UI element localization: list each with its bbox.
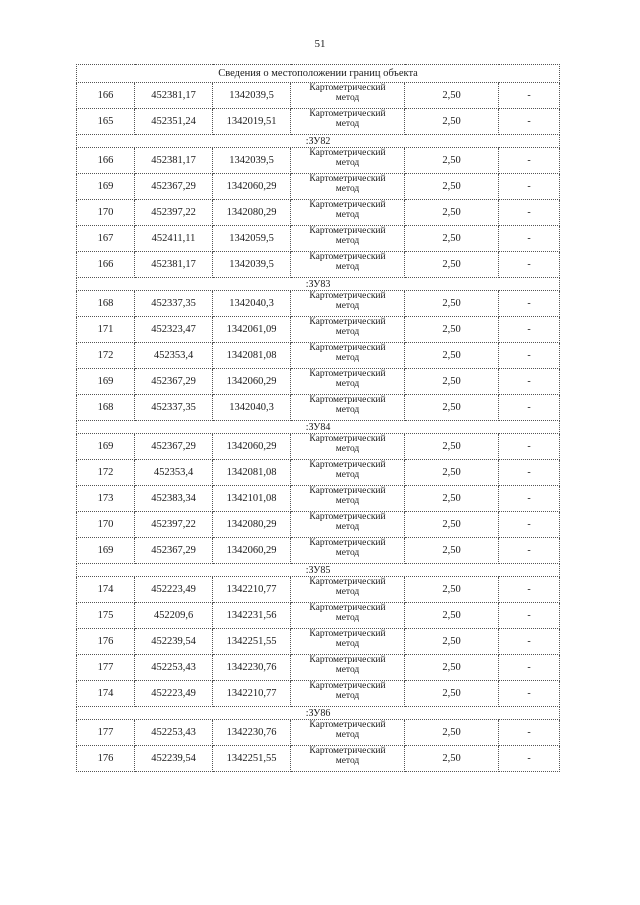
x-coordinate-cell: 452239,54 xyxy=(135,629,213,655)
method-line-1: Картометрический xyxy=(309,460,386,470)
note-cell: - xyxy=(499,343,560,369)
point-number-cell: 169 xyxy=(77,434,135,460)
x-coordinate-cell: 452353,4 xyxy=(135,343,213,369)
table-row xyxy=(77,603,560,629)
note-cell: - xyxy=(499,629,560,655)
note-cell: - xyxy=(499,460,560,486)
table-row xyxy=(77,252,560,278)
point-number-cell: 167 xyxy=(77,226,135,252)
point-number-cell: 166 xyxy=(77,252,135,278)
point-number-cell: 172 xyxy=(77,460,135,486)
accuracy-cell: 2,50 xyxy=(405,252,499,278)
table-title: Сведения о местоположении границ объекта xyxy=(77,65,560,83)
table-row xyxy=(77,460,560,486)
method-cell xyxy=(291,109,405,135)
method-cell xyxy=(291,226,405,252)
section-header-row xyxy=(77,278,560,291)
method-cell xyxy=(291,720,405,746)
table-row xyxy=(77,486,560,512)
x-coordinate-cell: 452381,17 xyxy=(135,252,213,278)
note-cell: - xyxy=(499,317,560,343)
table-row xyxy=(77,148,560,174)
table-row xyxy=(77,395,560,421)
note-cell: - xyxy=(499,538,560,564)
x-coordinate-cell: 452353,4 xyxy=(135,460,213,486)
method-line-1: Картометрический xyxy=(309,655,386,665)
x-coordinate-cell: 452337,35 xyxy=(135,395,213,421)
y-coordinate-cell: 1342060,29 xyxy=(213,369,291,395)
section-label: :ЗУ86 xyxy=(77,707,560,720)
table-row xyxy=(77,434,560,460)
note-cell: - xyxy=(499,252,560,278)
method-line-2: метод xyxy=(335,184,360,194)
x-coordinate-cell: 452367,29 xyxy=(135,174,213,200)
table-row xyxy=(77,174,560,200)
section-header-row xyxy=(77,564,560,577)
method-cell xyxy=(291,746,405,772)
note-cell: - xyxy=(499,369,560,395)
point-number-cell: 168 xyxy=(77,395,135,421)
note-cell: - xyxy=(499,720,560,746)
note-cell: - xyxy=(499,83,560,109)
accuracy-cell: 2,50 xyxy=(405,291,499,317)
method-line-1: Картометрический xyxy=(309,603,386,613)
point-number-cell: 169 xyxy=(77,369,135,395)
method-line-1: Картометрический xyxy=(309,317,386,327)
y-coordinate-cell: 1342061,09 xyxy=(213,317,291,343)
x-coordinate-cell: 452239,54 xyxy=(135,746,213,772)
note-cell: - xyxy=(499,174,560,200)
table-body xyxy=(77,65,560,772)
method-line-2: метод xyxy=(335,379,360,389)
method-line-1: Картометрический xyxy=(309,83,386,93)
method-cell xyxy=(291,317,405,343)
y-coordinate-cell: 1342081,08 xyxy=(213,460,291,486)
accuracy-cell: 2,50 xyxy=(405,629,499,655)
note-cell: - xyxy=(499,681,560,707)
y-coordinate-cell: 1342101,08 xyxy=(213,486,291,512)
table-row xyxy=(77,681,560,707)
y-coordinate-cell: 1342039,5 xyxy=(213,148,291,174)
x-coordinate-cell: 452397,22 xyxy=(135,512,213,538)
table-row xyxy=(77,369,560,395)
accuracy-cell: 2,50 xyxy=(405,343,499,369)
method-cell xyxy=(291,538,405,564)
method-line-2: метод xyxy=(335,730,360,740)
method-cell xyxy=(291,655,405,681)
point-number-cell: 173 xyxy=(77,486,135,512)
method-line-2: метод xyxy=(335,327,360,337)
note-cell: - xyxy=(499,655,560,681)
method-line-2: метод xyxy=(335,691,360,701)
table-row xyxy=(77,291,560,317)
point-number-cell: 166 xyxy=(77,148,135,174)
method-cell xyxy=(291,148,405,174)
point-number-cell: 174 xyxy=(77,577,135,603)
method-line-2: метод xyxy=(335,158,360,168)
point-number-cell: 174 xyxy=(77,681,135,707)
y-coordinate-cell: 1342230,76 xyxy=(213,720,291,746)
accuracy-cell: 2,50 xyxy=(405,148,499,174)
method-cell xyxy=(291,83,405,109)
method-line-2: метод xyxy=(335,93,360,103)
point-number-cell: 171 xyxy=(77,317,135,343)
point-number-cell: 177 xyxy=(77,655,135,681)
method-cell xyxy=(291,174,405,200)
y-coordinate-cell: 1342060,29 xyxy=(213,434,291,460)
point-number-cell: 165 xyxy=(77,109,135,135)
method-cell xyxy=(291,200,405,226)
method-line-1: Картометрический xyxy=(309,720,386,730)
method-line-1: Картометрический xyxy=(309,434,386,444)
note-cell: - xyxy=(499,512,560,538)
y-coordinate-cell: 1342039,5 xyxy=(213,83,291,109)
y-coordinate-cell: 1342210,77 xyxy=(213,681,291,707)
method-line-1: Картометрический xyxy=(309,174,386,184)
method-line-1: Картометрический xyxy=(309,538,386,548)
method-line-1: Картометрический xyxy=(309,577,386,587)
y-coordinate-cell: 1342040,3 xyxy=(213,291,291,317)
note-cell: - xyxy=(499,226,560,252)
accuracy-cell: 2,50 xyxy=(405,577,499,603)
method-line-2: метод xyxy=(335,353,360,363)
note-cell: - xyxy=(499,603,560,629)
point-number-cell: 172 xyxy=(77,343,135,369)
method-cell xyxy=(291,434,405,460)
method-line-2: метод xyxy=(335,262,360,272)
y-coordinate-cell: 1342231,56 xyxy=(213,603,291,629)
note-cell: - xyxy=(499,148,560,174)
method-line-2: метод xyxy=(335,639,360,649)
method-line-1: Картометрический xyxy=(309,629,386,639)
x-coordinate-cell: 452209,6 xyxy=(135,603,213,629)
table-row xyxy=(77,226,560,252)
method-line-1: Картометрический xyxy=(309,369,386,379)
method-line-2: метод xyxy=(335,301,360,311)
method-line-2: метод xyxy=(335,613,360,623)
method-cell xyxy=(291,603,405,629)
accuracy-cell: 2,50 xyxy=(405,174,499,200)
method-line-1: Картометрический xyxy=(309,681,386,691)
method-cell xyxy=(291,343,405,369)
section-header-row xyxy=(77,135,560,148)
method-line-2: метод xyxy=(335,548,360,558)
method-line-2: метод xyxy=(335,496,360,506)
y-coordinate-cell: 1342080,29 xyxy=(213,200,291,226)
method-cell xyxy=(291,577,405,603)
x-coordinate-cell: 452223,49 xyxy=(135,577,213,603)
method-cell xyxy=(291,512,405,538)
section-header-row xyxy=(77,421,560,434)
accuracy-cell: 2,50 xyxy=(405,369,499,395)
note-cell: - xyxy=(499,395,560,421)
table-row xyxy=(77,577,560,603)
section-label: :ЗУ83 xyxy=(77,278,560,291)
x-coordinate-cell: 452323,47 xyxy=(135,317,213,343)
point-number-cell: 169 xyxy=(77,174,135,200)
x-coordinate-cell: 452253,43 xyxy=(135,720,213,746)
accuracy-cell: 2,50 xyxy=(405,720,499,746)
note-cell: - xyxy=(499,109,560,135)
method-line-2: метод xyxy=(335,522,360,532)
method-line-1: Картометрический xyxy=(309,252,386,262)
method-line-2: метод xyxy=(335,236,360,246)
accuracy-cell: 2,50 xyxy=(405,681,499,707)
table-row xyxy=(77,83,560,109)
method-line-1: Картометрический xyxy=(309,486,386,496)
point-number-cell: 166 xyxy=(77,83,135,109)
point-number-cell: 169 xyxy=(77,538,135,564)
page-number: 51 xyxy=(314,38,326,50)
accuracy-cell: 2,50 xyxy=(405,83,499,109)
method-line-2: метод xyxy=(335,665,360,675)
accuracy-cell: 2,50 xyxy=(405,317,499,343)
table-row xyxy=(77,746,560,772)
method-line-2: метод xyxy=(335,444,360,454)
x-coordinate-cell: 452337,35 xyxy=(135,291,213,317)
y-coordinate-cell: 1342040,3 xyxy=(213,395,291,421)
method-line-2: метод xyxy=(335,119,360,129)
table-title-row xyxy=(77,65,560,83)
y-coordinate-cell: 1342230,76 xyxy=(213,655,291,681)
table-row xyxy=(77,655,560,681)
table-row xyxy=(77,720,560,746)
table-row xyxy=(77,512,560,538)
y-coordinate-cell: 1342039,5 xyxy=(213,252,291,278)
section-label: :ЗУ82 xyxy=(77,135,560,148)
accuracy-cell: 2,50 xyxy=(405,109,499,135)
x-coordinate-cell: 452367,29 xyxy=(135,369,213,395)
accuracy-cell: 2,50 xyxy=(405,395,499,421)
accuracy-cell: 2,50 xyxy=(405,200,499,226)
x-coordinate-cell: 452223,49 xyxy=(135,681,213,707)
y-coordinate-cell: 1342060,29 xyxy=(213,538,291,564)
accuracy-cell: 2,50 xyxy=(405,603,499,629)
point-number-cell: 168 xyxy=(77,291,135,317)
accuracy-cell: 2,50 xyxy=(405,538,499,564)
accuracy-cell: 2,50 xyxy=(405,434,499,460)
method-cell xyxy=(291,681,405,707)
method-cell xyxy=(291,460,405,486)
x-coordinate-cell: 452411,11 xyxy=(135,226,213,252)
y-coordinate-cell: 1342080,29 xyxy=(213,512,291,538)
y-coordinate-cell: 1342059,5 xyxy=(213,226,291,252)
y-coordinate-cell: 1342251,55 xyxy=(213,629,291,655)
point-number-cell: 176 xyxy=(77,746,135,772)
point-number-cell: 175 xyxy=(77,603,135,629)
boundary-coordinates-table xyxy=(76,64,560,772)
note-cell: - xyxy=(499,434,560,460)
method-line-2: метод xyxy=(335,587,360,597)
method-line-1: Картометрический xyxy=(309,291,386,301)
y-coordinate-cell: 1342251,55 xyxy=(213,746,291,772)
note-cell: - xyxy=(499,291,560,317)
method-line-1: Картометрический xyxy=(309,226,386,236)
y-coordinate-cell: 1342081,08 xyxy=(213,343,291,369)
method-line-1: Картометрический xyxy=(309,200,386,210)
method-line-1: Картометрический xyxy=(309,148,386,158)
method-cell xyxy=(291,291,405,317)
y-coordinate-cell: 1342060,29 xyxy=(213,174,291,200)
method-line-2: метод xyxy=(335,756,360,766)
note-cell: - xyxy=(499,577,560,603)
y-coordinate-cell: 1342019,51 xyxy=(213,109,291,135)
x-coordinate-cell: 452383,34 xyxy=(135,486,213,512)
method-cell xyxy=(291,629,405,655)
accuracy-cell: 2,50 xyxy=(405,460,499,486)
section-label: :ЗУ84 xyxy=(77,421,560,434)
y-coordinate-cell: 1342210,77 xyxy=(213,577,291,603)
note-cell: - xyxy=(499,486,560,512)
table-row xyxy=(77,200,560,226)
method-cell xyxy=(291,486,405,512)
x-coordinate-cell: 452381,17 xyxy=(135,148,213,174)
accuracy-cell: 2,50 xyxy=(405,655,499,681)
point-number-cell: 177 xyxy=(77,720,135,746)
section-label: :ЗУ85 xyxy=(77,564,560,577)
x-coordinate-cell: 452351,24 xyxy=(135,109,213,135)
accuracy-cell: 2,50 xyxy=(405,746,499,772)
table-row xyxy=(77,343,560,369)
method-cell xyxy=(291,252,405,278)
point-number-cell: 176 xyxy=(77,629,135,655)
table-row xyxy=(77,538,560,564)
method-line-2: метод xyxy=(335,405,360,415)
method-line-1: Картометрический xyxy=(309,343,386,353)
table-row xyxy=(77,317,560,343)
method-line-1: Картометрический xyxy=(309,109,386,119)
method-line-2: метод xyxy=(335,210,360,220)
method-line-1: Картометрический xyxy=(309,512,386,522)
accuracy-cell: 2,50 xyxy=(405,486,499,512)
method-cell xyxy=(291,369,405,395)
note-cell: - xyxy=(499,746,560,772)
x-coordinate-cell: 452397,22 xyxy=(135,200,213,226)
method-line-2: метод xyxy=(335,470,360,480)
accuracy-cell: 2,50 xyxy=(405,512,499,538)
x-coordinate-cell: 452367,29 xyxy=(135,434,213,460)
table-row xyxy=(77,629,560,655)
section-header-row xyxy=(77,707,560,720)
point-number-cell: 170 xyxy=(77,512,135,538)
x-coordinate-cell: 452367,29 xyxy=(135,538,213,564)
method-cell xyxy=(291,395,405,421)
point-number-cell: 170 xyxy=(77,200,135,226)
table-row xyxy=(77,109,560,135)
method-line-1: Картометрический xyxy=(309,395,386,405)
accuracy-cell: 2,50 xyxy=(405,226,499,252)
note-cell: - xyxy=(499,200,560,226)
method-line-1: Картометрический xyxy=(309,746,386,756)
x-coordinate-cell: 452253,43 xyxy=(135,655,213,681)
x-coordinate-cell: 452381,17 xyxy=(135,83,213,109)
